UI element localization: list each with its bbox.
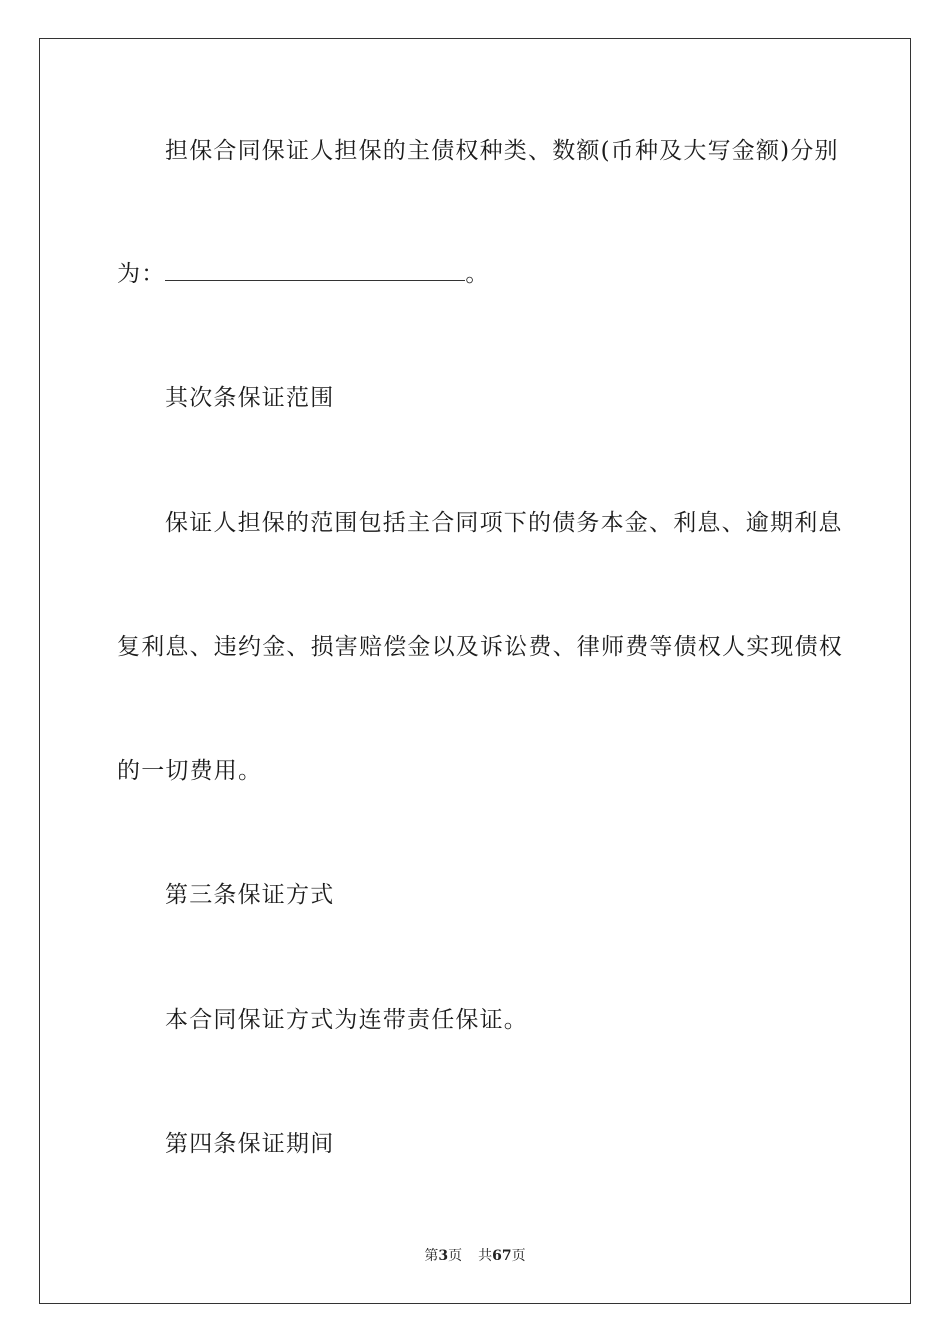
line-text: 为： [117,261,166,287]
paragraph-line: 本合同保证方式为连带责任保证。 [165,1007,528,1033]
total-prefix: 共 [478,1248,493,1264]
paragraph-line: 复利息、违约金、损害赔偿金以及诉讼费、律师费等债权人实现债权 [117,634,843,660]
paragraph-line: 的一切费用。 [117,758,263,784]
page-footer [0,1247,950,1265]
page-total: 67 [492,1248,512,1264]
page-suffix: 页 [448,1248,463,1264]
section-heading: 其次条保证范围 [165,385,335,411]
section-heading: 第三条保证方式 [165,882,335,908]
total-suffix: 页 [511,1248,526,1264]
page-border [39,38,911,1304]
paragraph-line-with-blank [117,259,490,289]
page-prefix: 第 [424,1248,439,1264]
paragraph-line: 保证人担保的范围包括主合同项下的债务本金、利息、逾期利息 [165,510,843,536]
page-number: 3 [438,1248,449,1264]
paragraph-line: 担保合同保证人担保的主债权种类、数额(币种及大写金额)分别 [165,138,839,164]
fill-in-blank[interactable] [165,260,465,281]
section-heading: 第四条保证期间 [165,1131,335,1157]
line-end-text: 。 [465,261,490,287]
